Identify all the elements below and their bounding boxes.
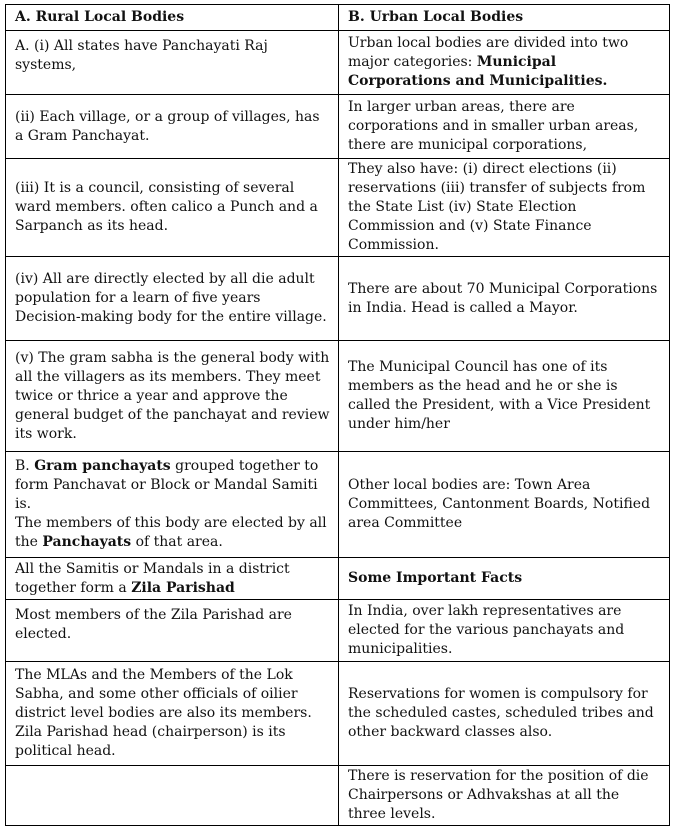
text-part: B. bbox=[15, 458, 35, 474]
table-row bbox=[6, 159, 670, 257]
rural-cell-para-1 bbox=[15, 457, 330, 514]
table-row bbox=[6, 341, 670, 452]
rural-cell: (ii) Each village, or a group of villages, has a Gram Panchayat. bbox=[6, 95, 339, 159]
urban-cell: They also have: (i) direct elections (ii) reservations (iii) transfer of subjects from the State List (iv) State Election Commission and (v) State Finance Commission. bbox=[339, 159, 670, 257]
table-row bbox=[6, 600, 670, 662]
header-urban: B. Urban Local Bodies bbox=[339, 5, 670, 31]
text-part: of that area. bbox=[131, 534, 223, 550]
rural-cell bbox=[6, 558, 339, 600]
section-heading: Some Important Facts bbox=[339, 558, 670, 600]
text-bold: Zila Parishad bbox=[131, 579, 235, 596]
urban-cell: Reservations for women is compulsory for the scheduled castes, scheduled tribes and other backward classes also. bbox=[339, 662, 670, 766]
rural-cell: A. (i) All states have Panchayati Raj systems, bbox=[6, 31, 339, 95]
local-bodies-table bbox=[5, 4, 670, 826]
urban-cell: In India, over lakh representatives are elected for the various panchayats and municipalities. bbox=[339, 600, 670, 662]
urban-cell: Other local bodies are: Town Area Committees, Cantonment Boards, Notified area Committee bbox=[339, 452, 670, 558]
text-part: All the Samitis or Mandals in a district together form a bbox=[15, 560, 290, 596]
table-header-row bbox=[6, 5, 670, 31]
rural-cell: (iv) All are directly elected by all die adult population for a learn of five years Decision-making body for the entire village. bbox=[6, 257, 339, 341]
rural-cell: The MLAs and the Members of the Lok Sabha, and some other officials of oilier district level bodies are also its members. Zila Parishad head (chairperson) is its political head. bbox=[6, 662, 339, 766]
text-bold: Panchayats bbox=[42, 534, 132, 550]
table-row bbox=[6, 31, 670, 95]
table-row bbox=[6, 95, 670, 159]
urban-cell-text: Urban local bodies are divided into two major categories: bbox=[348, 35, 629, 70]
rural-cell-empty bbox=[6, 766, 339, 826]
rural-cell bbox=[6, 452, 339, 558]
urban-cell: There is reservation for the position of die Chairpersons or Adhvakshas at all the three levels. bbox=[339, 766, 670, 826]
text-bold: Gram panchayats bbox=[34, 458, 171, 474]
rural-cell: (iii) It is a council, consisting of several ward members. often calico a Punch and a Sarpanch as its head. bbox=[6, 159, 339, 257]
rural-cell: Most members of the Zila Parishad are elected. bbox=[6, 600, 339, 662]
urban-cell: In larger urban areas, there are corporations and in smaller urban areas, there are municipal corporations, bbox=[339, 95, 670, 159]
urban-cell: The Municipal Council has one of its members as the head and he or she is called the President, with a Vice President under him/her bbox=[339, 341, 670, 452]
header-rural: A. Rural Local Bodies bbox=[6, 5, 339, 31]
urban-cell bbox=[339, 31, 670, 95]
urban-cell: There are about 70 Municipal Corporations in India. Head is called a Mayor. bbox=[339, 257, 670, 341]
table-row bbox=[6, 558, 670, 600]
table-row bbox=[6, 257, 670, 341]
table-row bbox=[6, 662, 670, 766]
table-row bbox=[6, 766, 670, 826]
text-part: grouped together to form Panchavat or Block or Mandal Samiti is. bbox=[15, 458, 319, 512]
text-part: The members of this body are elected by all the bbox=[15, 515, 327, 550]
rural-cell-para-2 bbox=[15, 514, 330, 552]
rural-cell: (v) The gram sabha is the general body with all the villagers as its members. They meet twice or thrice a year and approve the general budget of the panchayat and review its work. bbox=[6, 341, 339, 452]
urban-cell-bold: Municipal Corporations and Municipalities. bbox=[348, 54, 608, 89]
table-row bbox=[6, 452, 670, 558]
